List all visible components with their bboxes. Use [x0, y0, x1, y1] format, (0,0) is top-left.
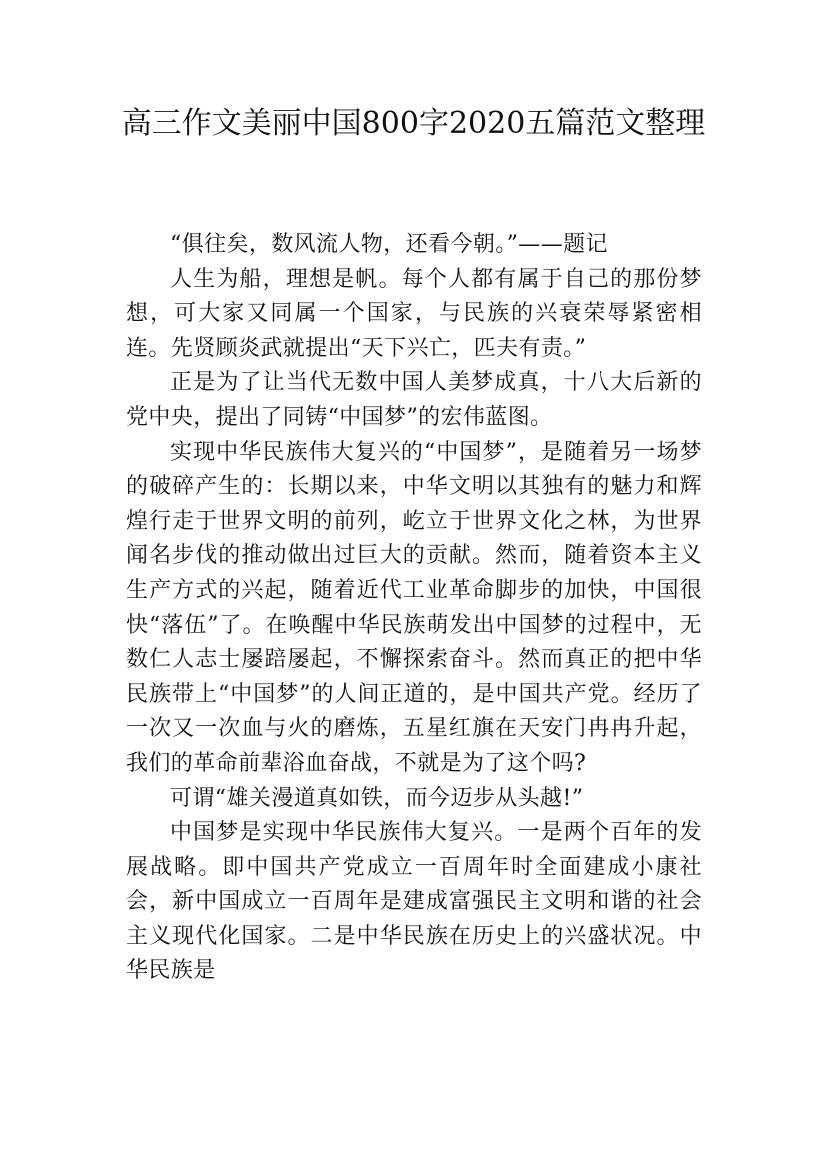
epigraph-paragraph: “俱往矣，数风流人物，还看今朝。”——题记 — [170, 232, 608, 257]
body-paragraph: 可谓“雄关漫道真如铁，而今迈步从头越!” — [170, 785, 584, 811]
body-paragraph: 中国梦是实现中华民族伟大复兴。一是两个百年的发展战略。即中国共产党成立一百周年时全面建成小康社会，新中国成立一百周年是建成富强民主文明和谐的社会主义现代化国家。二是中华民族在历史上的兴盛状况。中华民族是 — [126, 820, 702, 984]
body-paragraph: 实现中华民族伟大复兴的“中国梦”，是随着另一场梦的破碎产生的：长期以来，中华文明以其独有的魅力和辉煌行走于世界文明的前列，屹立于世界文化之林，为世界闻名步伐的推动做出过巨大的贡献。然而，随着资本主义生产方式的兴起，随着近代工业革命脚步的加快，中国很快“落伍”了。在唤醒中华民族萌发出中国梦的过程中，无数仁人志士屡踣屡起，不懈探索奋斗。然而真正的把中华民族带上“中国梦”的人间正道的，是中国共产党。经历了一次又一次血与火的磨炼，五星红旗在天安门冉冉升起，我们的革命前辈浴血奋战，不就是为了这个吗? — [126, 439, 702, 776]
document-body — [126, 228, 702, 989]
body-paragraph: 人生为船，理想是帆。每个人都有属于自己的那份梦想，可大家又同属一个国家，与民族的兴衰荣辱紧密相连。先贤顾炎武就提出“天下兴亡，匹夫有责。” — [126, 266, 702, 361]
document-title: 高三作文美丽中国800字2020五篇范文整理 — [121, 106, 706, 141]
body-paragraph: 正是为了让当代无数中国人美梦成真，十八大后新的党中央，提出了同铸“中国梦”的宏伟蓝图。 — [126, 370, 702, 430]
